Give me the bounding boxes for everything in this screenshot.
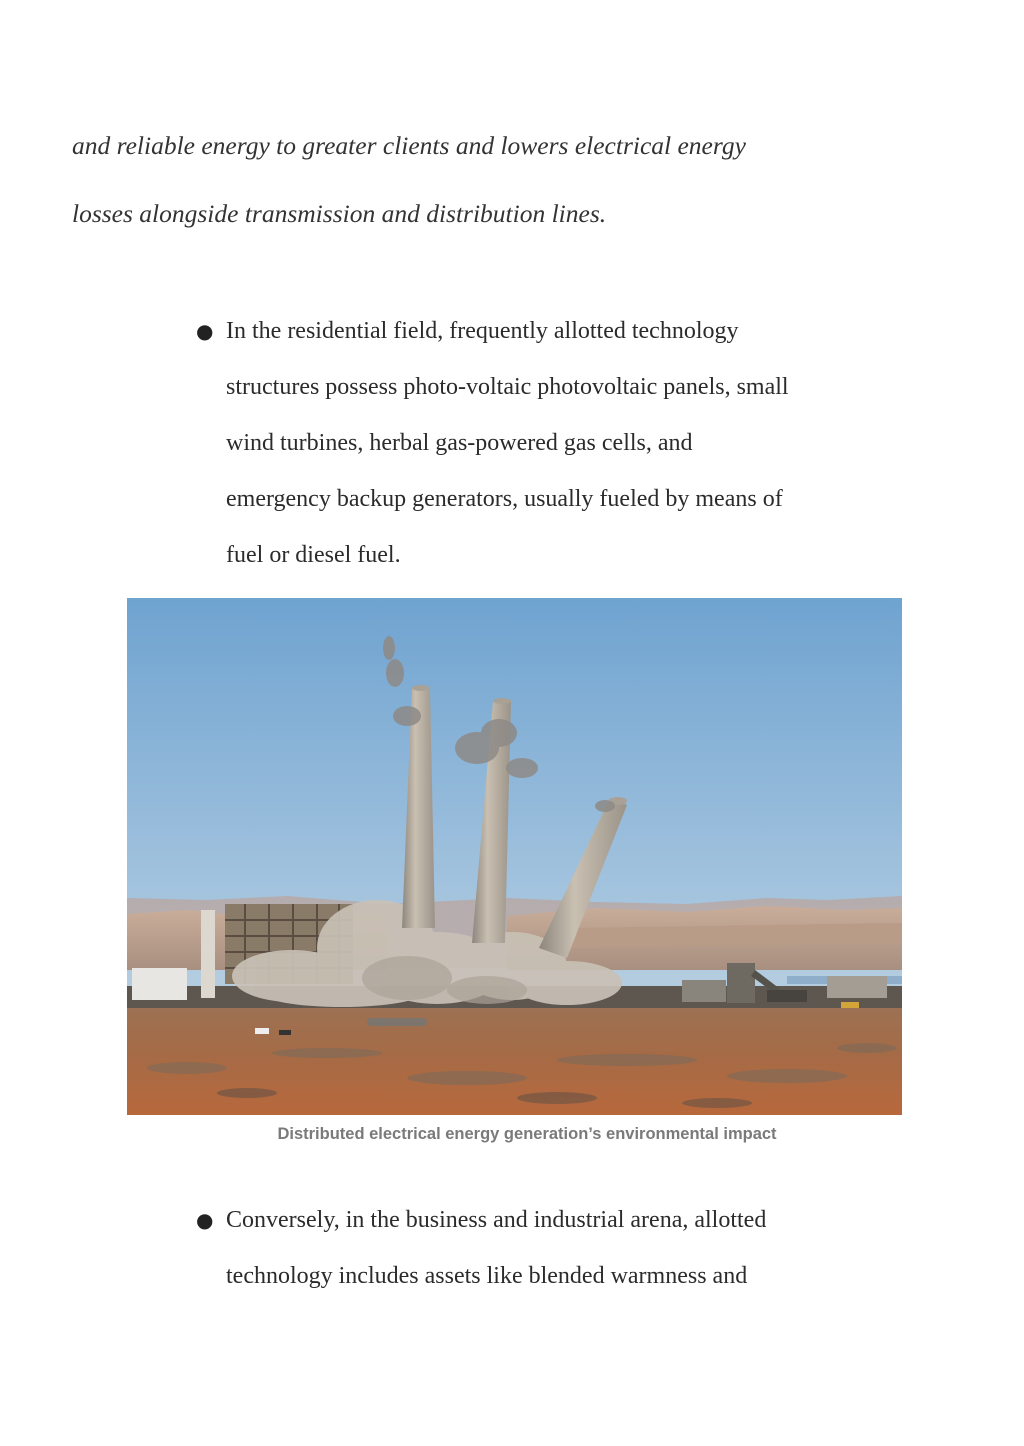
list-item-line: technology includes assets like blended warmness and <box>226 1263 748 1289</box>
intro-line: and reliable energy to greater clients and lowers electrical energy <box>72 131 746 160</box>
bullet-dot-icon: ● <box>196 1208 214 1232</box>
list-item-line: emergency backup generators, usually fueled by means of <box>226 486 783 512</box>
list-item-line: In the residential field, frequently allotted technology <box>226 318 739 344</box>
power-plant-demolition-photo <box>127 598 902 1115</box>
intro-paragraph <box>72 112 972 248</box>
list-item <box>196 303 916 583</box>
bullet-dot-icon: ● <box>196 319 214 343</box>
list-item-line: structures possess photo-voltaic photovoltaic panels, small <box>226 374 789 400</box>
list-item-line: fuel or diesel fuel. <box>226 542 401 568</box>
bullet-list <box>196 303 916 583</box>
list-item-line: wind turbines, herbal gas-powered gas cells, and <box>226 430 693 456</box>
bullet-list <box>196 1192 916 1304</box>
figure-caption: Distributed electrical energy generation’s environmental impact <box>277 1125 777 1143</box>
list-item-line: Conversely, in the business and industrial arena, allotted <box>226 1207 767 1233</box>
list-item <box>196 1192 916 1304</box>
intro-line: losses alongside transmission and distribution lines. <box>72 199 607 228</box>
